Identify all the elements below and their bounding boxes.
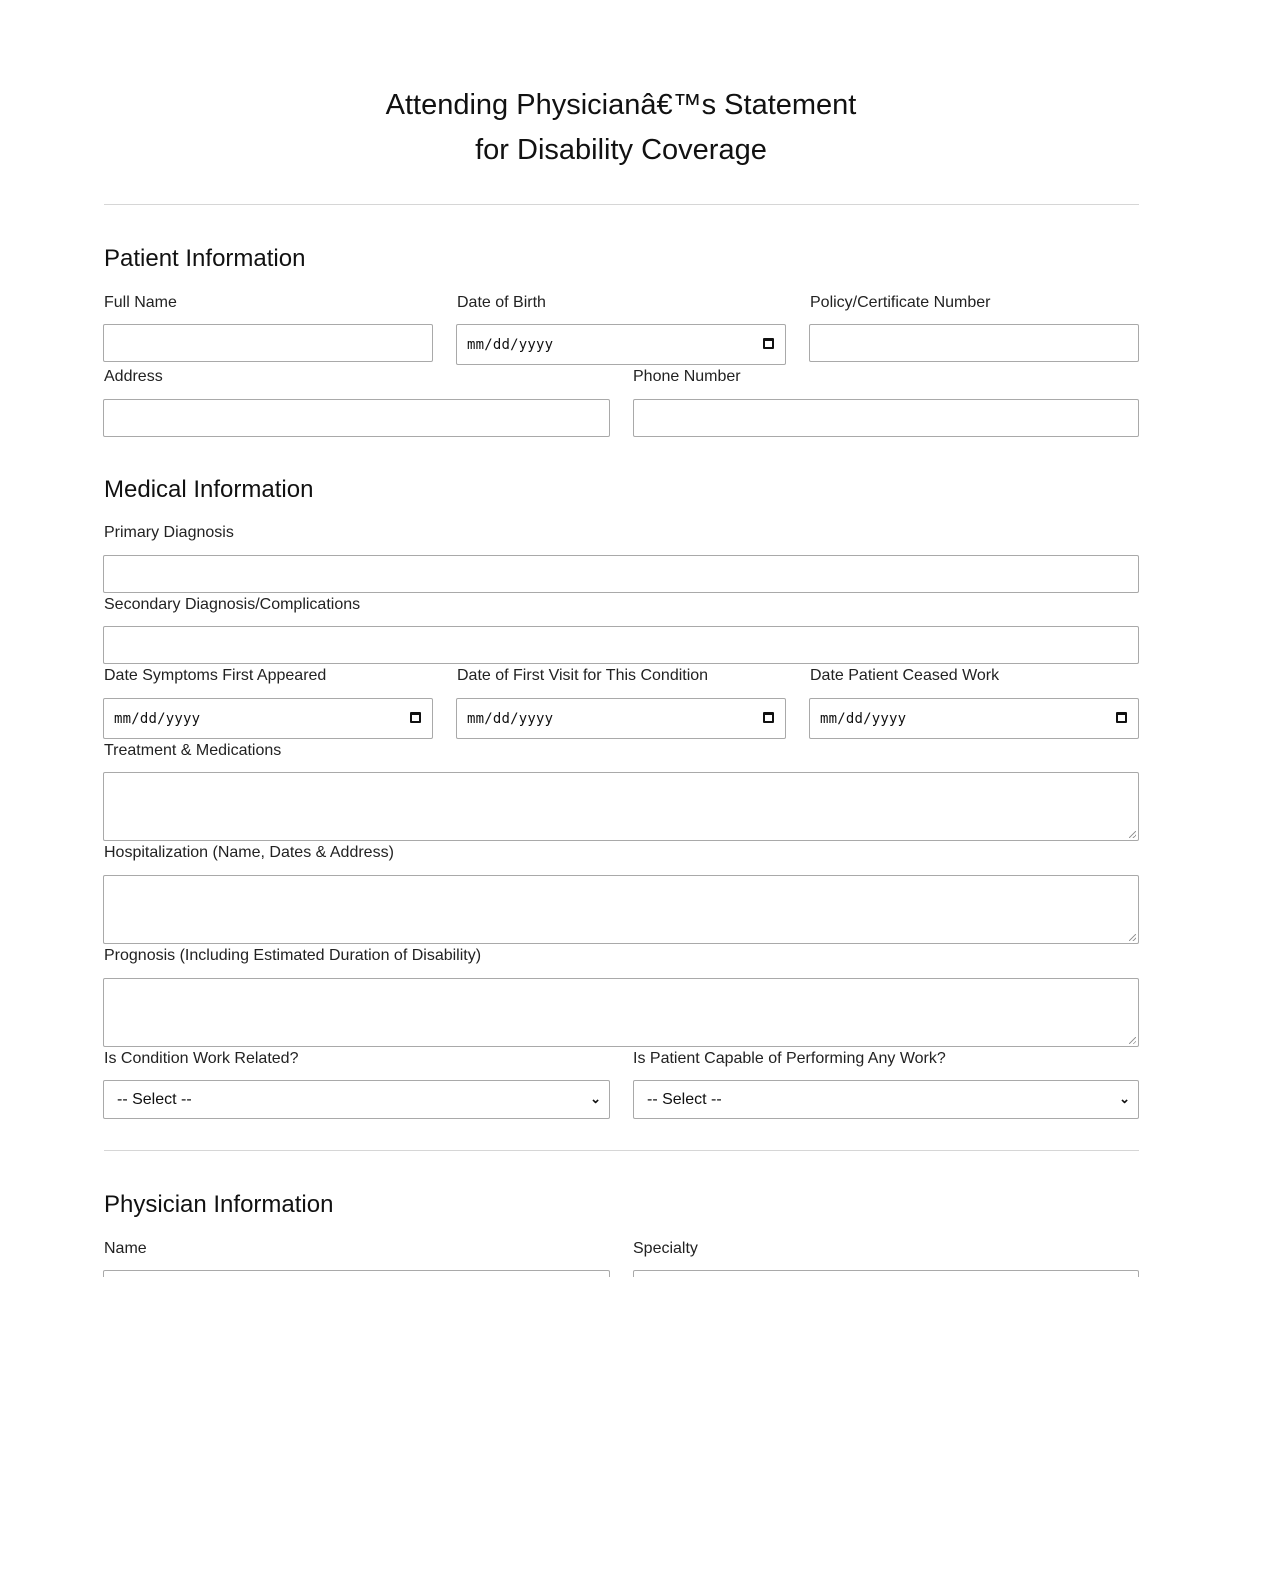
divider [104, 1150, 1139, 1151]
address-input[interactable] [103, 399, 610, 437]
physician-name-input[interactable] [103, 1270, 610, 1277]
date-placeholder: mm/dd/yyyy [467, 711, 554, 727]
first-visit-date-label: Date of First Visit for This Condition [457, 667, 709, 684]
full-name-input[interactable] [103, 324, 433, 362]
primary-diagnosis-label: Primary Diagnosis [104, 524, 234, 541]
chevron-down-icon: ⌄ [1119, 1091, 1130, 1106]
work-related-label: Is Condition Work Related? [104, 1050, 299, 1067]
date-placeholder: mm/dd/yyyy [820, 711, 907, 727]
resize-handle-icon[interactable] [1129, 934, 1136, 941]
ceased-work-date-input[interactable] [809, 698, 1139, 739]
capable-of-work-value: -- Select -- [647, 1091, 722, 1108]
physician-name-input-clip [103, 1270, 610, 1277]
secondary-diagnosis-input[interactable] [103, 626, 1139, 664]
prognosis-label: Prognosis (Including Estimated Duration of Disability) [104, 947, 482, 964]
hospitalization-label: Hospitalization (Name, Dates & Address) [104, 844, 394, 861]
policy-number-label: Policy/Certificate Number [810, 294, 991, 311]
secondary-diagnosis-label: Secondary Diagnosis/Complications [104, 596, 361, 613]
resize-handle-icon[interactable] [1129, 831, 1136, 838]
dob-label: Date of Birth [457, 294, 546, 311]
calendar-icon[interactable] [410, 712, 421, 723]
calendar-icon[interactable] [763, 712, 774, 723]
capable-of-work-select[interactable] [633, 1080, 1139, 1119]
capable-of-work-label: Is Patient Capable of Performing Any Work? [633, 1050, 946, 1067]
treatment-label: Treatment & Medications [104, 742, 282, 759]
symptoms-date-input[interactable] [103, 698, 433, 739]
work-related-value: -- Select -- [117, 1091, 192, 1108]
address-label: Address [104, 368, 163, 385]
work-related-select[interactable] [103, 1080, 610, 1119]
resize-handle-icon[interactable] [1129, 1037, 1136, 1044]
divider [104, 204, 1139, 205]
ceased-work-date-label: Date Patient Ceased Work [810, 667, 1000, 684]
calendar-icon[interactable] [763, 338, 774, 349]
section-heading-physician: Physician Information [104, 1191, 334, 1218]
physician-name-label: Name [104, 1240, 147, 1257]
specialty-input[interactable] [633, 1270, 1139, 1277]
section-heading-medical: Medical Information [104, 476, 314, 503]
primary-diagnosis-input[interactable] [103, 555, 1139, 593]
section-heading-patient: Patient Information [104, 245, 306, 272]
full-name-label: Full Name [104, 294, 177, 311]
date-placeholder: mm/dd/yyyy [114, 711, 201, 727]
dob-input[interactable] [456, 324, 786, 365]
policy-number-input[interactable] [809, 324, 1139, 362]
calendar-icon[interactable] [1116, 712, 1127, 723]
specialty-label: Specialty [633, 1240, 698, 1257]
hospitalization-textarea[interactable] [103, 875, 1139, 944]
specialty-input-clip [633, 1270, 1139, 1277]
phone-number-input[interactable] [633, 399, 1139, 437]
dob-placeholder: mm/dd/yyyy [467, 337, 554, 353]
first-visit-date-input[interactable] [456, 698, 786, 739]
chevron-down-icon: ⌄ [590, 1091, 601, 1106]
page-title-line-1: Attending Physicianâ€™s Statement [385, 89, 857, 121]
page-title [0, 83, 1242, 173]
phone-number-label: Phone Number [633, 368, 741, 385]
symptoms-date-label: Date Symptoms First Appeared [104, 667, 327, 684]
treatment-textarea[interactable] [103, 772, 1139, 841]
page-title-line-2: for Disability Coverage [475, 134, 767, 166]
prognosis-textarea[interactable] [103, 978, 1139, 1047]
